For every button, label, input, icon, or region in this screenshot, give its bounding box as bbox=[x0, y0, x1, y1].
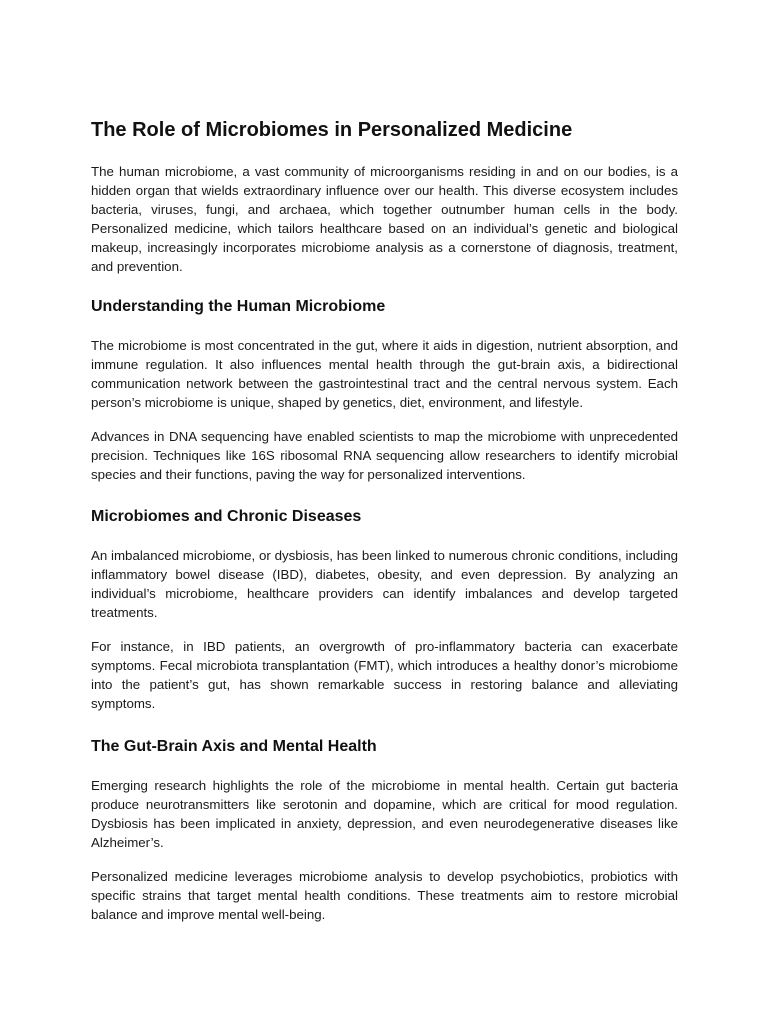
intro-paragraph: The human microbiome, a vast community of microorganisms residing in and on our bodies, is a hidden organ that wields extraordinary influence over our health. This diverse ecosystem includes bacteria, viruses, fungi, and archaea, which together outnumber human cells in the body. Personalized medicine, which tailors healthcare based on an individual’s genetic and biological makeup, increasingly incorporates microbiome analysis as a cornerstone of diagnosis, treatment, and prevention. bbox=[91, 164, 678, 274]
section-gut-brain-axis bbox=[91, 736, 678, 924]
paragraph: The microbiome is most concentrated in the gut, where it aids in digestion, nutrient absorption, and immune regulation. It also influences mental health through the gut-brain axis, a bidirectional communication network between the gastrointestinal tract and the central nervous system. Each person’s microbiome is unique, shaped by genetics, diet, environment, and lifestyle. bbox=[91, 338, 678, 410]
paragraph: For instance, in IBD patients, an overgrowth of pro-inflammatory bacteria can exacerbate symptoms. Fecal microbiota transplantation (FMT), which introduces a healthy donor’s microbiome into the patient’s gut, has shown remarkable success in restoring balance and alleviating symptoms. bbox=[91, 639, 678, 711]
paragraph: An imbalanced microbiome, or dysbiosis, has been linked to numerous chronic conditions, including inflammatory bowel disease (IBD), diabetes, obesity, and even depression. By analyzing an individual’s microbiome, healthcare providers can identify imbalances and develop targeted treatments. bbox=[91, 548, 678, 620]
section-understanding-microbiome bbox=[91, 296, 678, 484]
document-title: The Role of Microbiomes in Personalized Medicine bbox=[91, 119, 573, 141]
paragraph: Advances in DNA sequencing have enabled scientists to map the microbiome with unprecedented precision. Techniques like 16S ribosomal RNA sequencing allow researchers to identify microbial species and their functions, paving the way for personalized interventions. bbox=[91, 429, 678, 482]
section-heading: The Gut-Brain Axis and Mental Health bbox=[91, 738, 377, 755]
document-body bbox=[91, 116, 678, 939]
section-heading: Understanding the Human Microbiome bbox=[91, 298, 386, 315]
section-heading: Microbiomes and Chronic Diseases bbox=[91, 508, 362, 525]
section-chronic-diseases bbox=[91, 506, 678, 713]
paragraph: Emerging research highlights the role of the microbiome in mental health. Certain gut bacteria produce neurotransmitters like serotonin and dopamine, which are critical for mood regulation. Dysbiosis has been implicated in anxiety, depression, and even neurodegenerative diseases like Alzheimer’s. bbox=[91, 778, 678, 850]
paragraph: Personalized medicine leverages microbiome analysis to develop psychobiotics, probiotics with specific strains that target mental health conditions. These treatments aim to restore microbial balance and improve mental well-being. bbox=[91, 869, 678, 922]
